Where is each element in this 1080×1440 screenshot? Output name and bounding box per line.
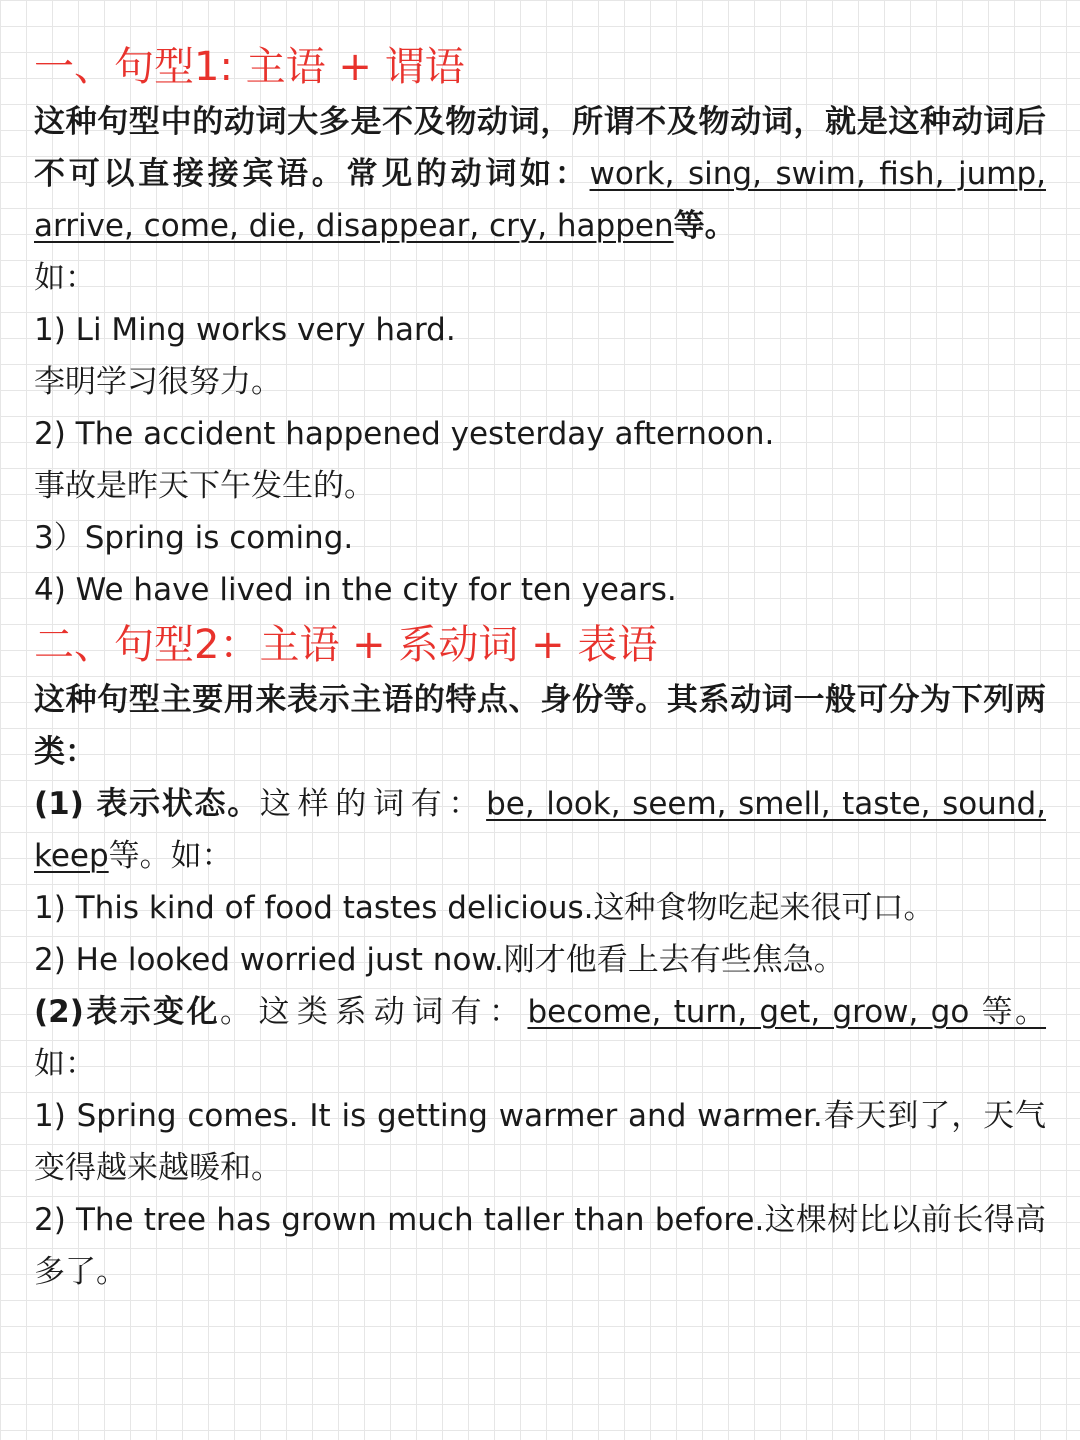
notes-page (34, 38, 1046, 1298)
category2-example: 1) Spring comes. It is getting warmer and warmer.春天到了，天气变得越来越暖和。 (34, 1098, 1046, 1186)
example-sentence: 2) The accident happened yesterday afternoon. (34, 416, 775, 452)
category2-suffix: 如： (34, 1046, 96, 1082)
category1-verb-list: be, look, seem, smell, taste, sound, keep (34, 786, 1047, 874)
category1-example: 2) He looked worried just now.刚才他看上去有些焦急。 (34, 942, 845, 978)
section1-example-lead: 如： (34, 260, 96, 296)
section2-heading: 二、句型2：主语 + 系动词 + 表语 (34, 622, 658, 668)
category1-line (34, 778, 1046, 882)
category1-label: (1) 表示状态。 (34, 786, 260, 822)
category2-verb-list: become, turn, get, grow, go 等。 (527, 994, 1047, 1030)
category2-example: 2) The tree has grown much taller than before.这棵树比以前长得高多了。 (34, 1202, 1046, 1290)
category2-line (34, 986, 1046, 1090)
example-sentence: 1) Li Ming works very hard. (34, 312, 456, 348)
example-translation: 李明学习很努力。 (34, 364, 282, 400)
section1-intro-text: 这种句型中的动词大多是不及物动词，所谓不及物动词，就是这种动词后不可以直接接宾语。常见的动词如： (34, 104, 1046, 192)
category2-desc: 。这类系动词有： (220, 994, 528, 1030)
section1-heading: 一、句型1: 主语 + 谓语 (34, 44, 465, 90)
category1-desc: 这样的词有： (259, 786, 487, 822)
category1-example: 1) This kind of food tastes delicious.这种食物吃起来很可口。 (34, 890, 935, 926)
section2-intro: 这种句型主要用来表示主语的特点、身份等。其系动词一般可分为下列两类： (34, 682, 1046, 770)
example-translation: 事故是昨天下午发生的。 (34, 468, 375, 504)
section1-intro (34, 96, 1046, 252)
category1-suffix: 等。如： (108, 838, 233, 874)
example-sentence: 3）Spring is coming. (34, 520, 354, 556)
section1-intro-end: 等。 (673, 208, 736, 244)
example-sentence: 4) We have lived in the city for ten years. (34, 572, 677, 608)
section1-verb-list: work, sing, swim, fish, jump, arrive, come, die, disappear, cry, happen (34, 156, 1046, 244)
category2-label: (2)表示变化 (34, 994, 221, 1030)
